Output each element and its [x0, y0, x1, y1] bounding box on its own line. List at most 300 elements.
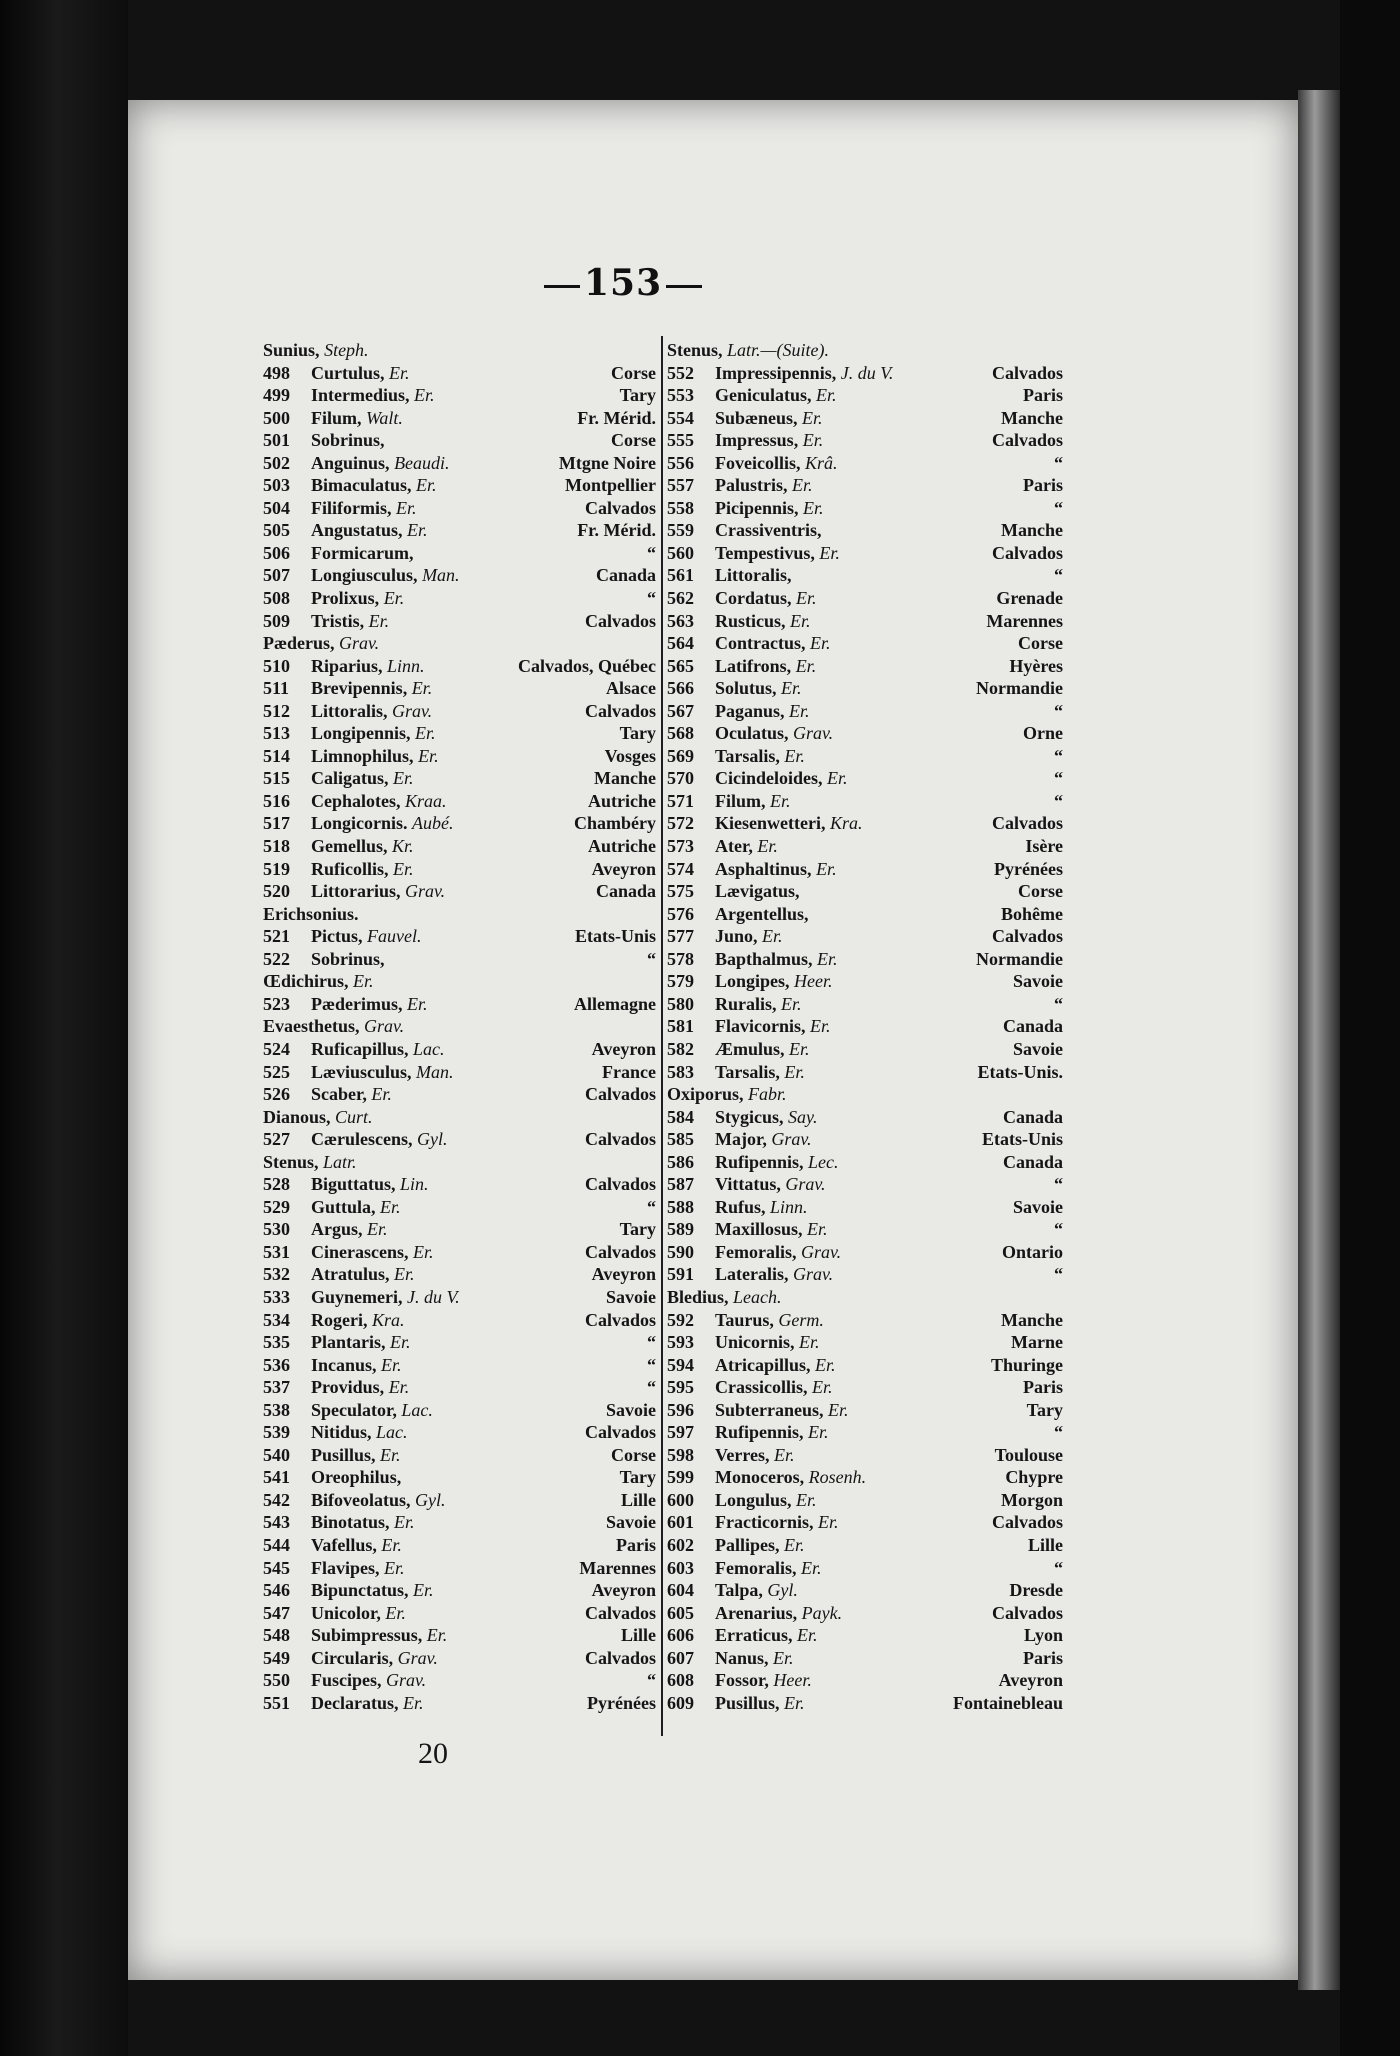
genus-name: Bledius, [667, 1286, 729, 1307]
catalog-entry-row [263, 1354, 656, 1377]
species-name: Atricapillus, [715, 1354, 811, 1375]
entry-taxon [305, 812, 568, 835]
species-author: Er. [389, 362, 410, 383]
entry-taxon [709, 564, 1048, 587]
catalog-entry-row [263, 1038, 656, 1061]
entry-number: 582 [667, 1038, 694, 1059]
entry-taxon [709, 1534, 1022, 1557]
entry-number: 562 [667, 588, 694, 609]
species-name: Stygicus, [715, 1106, 784, 1127]
entry-number: 525 [263, 1061, 290, 1082]
entry-locality: Canada [1002, 1106, 1063, 1127]
catalog-entry-row [667, 948, 1063, 971]
species-name: Tarsalis, [715, 1061, 780, 1082]
entry-taxon [305, 1376, 641, 1399]
genus-name: Sunius, [263, 340, 320, 360]
entry-number: 588 [667, 1196, 694, 1217]
entry-number: 573 [667, 836, 694, 857]
species-name: Littoralis, [311, 700, 388, 721]
catalog-entry-row [263, 587, 656, 610]
entry-number: 583 [667, 1061, 694, 1082]
species-author: Linn. [770, 1196, 808, 1217]
entry-taxon [709, 1241, 996, 1264]
catalog-entry-row [263, 722, 656, 745]
entry-locality: Aveyron [591, 1038, 656, 1059]
entry-taxon [709, 1151, 997, 1174]
entry-taxon [305, 1196, 641, 1219]
catalog-entry-row [667, 407, 1063, 430]
entry-taxon [305, 767, 588, 790]
entry-locality: Fr. Mérid. [577, 520, 656, 541]
species-name: Monoceros, [715, 1467, 805, 1488]
entry-number: 605 [667, 1602, 694, 1623]
entry-taxon [305, 790, 582, 813]
species-name: Longipennis, [311, 723, 411, 744]
catalog-entry-row [667, 1128, 1063, 1151]
species-author: Er. [380, 1444, 401, 1465]
column-divider [661, 336, 663, 1736]
entry-taxon [305, 1579, 586, 1602]
entry-taxon [709, 1579, 1003, 1602]
entry-taxon [305, 925, 569, 948]
species-author: Lin. [400, 1174, 429, 1195]
catalog-entry-row [263, 1579, 656, 1602]
species-name: Longiusculus, [311, 565, 418, 586]
catalog-entry-row [667, 767, 1063, 790]
entry-locality: “ [1054, 993, 1063, 1014]
catalog-entry-row [667, 1015, 1063, 1038]
entry-number: 547 [263, 1602, 290, 1623]
species-name: Talpa, [715, 1580, 763, 1601]
entry-taxon [305, 1218, 614, 1241]
species-name: Longipes, [715, 971, 790, 992]
species-name: Oculatus, [715, 723, 789, 744]
genus-author: Leach. [733, 1286, 782, 1307]
entry-taxon [709, 1624, 1018, 1647]
species-name: Pallipes, [715, 1534, 780, 1555]
entry-locality: “ [647, 588, 656, 609]
entry-locality: “ [1054, 565, 1063, 586]
entry-number: 513 [263, 723, 290, 744]
species-author: Er. [819, 542, 840, 563]
entry-locality: Savoie [605, 1399, 656, 1420]
species-author: Er. [802, 407, 823, 428]
entry-locality: Paris [1023, 1377, 1063, 1398]
species-name: Nitidus, [311, 1422, 372, 1443]
species-author: Er. [770, 790, 791, 811]
entry-locality: Dresde [1009, 1580, 1063, 1601]
entry-locality: Chypre [1005, 1467, 1063, 1488]
entry-taxon [305, 429, 605, 452]
entry-number: 533 [263, 1286, 290, 1307]
scan-left-margin [0, 0, 128, 2056]
entry-taxon [709, 542, 986, 565]
entry-locality: France [602, 1061, 656, 1082]
genus-heading-row [667, 339, 1063, 362]
entry-taxon [709, 993, 1048, 1016]
catalog-entry-row [667, 903, 1063, 926]
entry-number: 606 [667, 1625, 694, 1646]
entry-taxon [709, 1557, 1048, 1580]
entry-number: 603 [667, 1557, 694, 1578]
catalog-entry-row [263, 812, 656, 835]
entry-locality: Manche [1001, 407, 1063, 428]
species-name: Flavicornis, [715, 1016, 806, 1037]
catalog-entry-row [263, 1196, 656, 1219]
species-author: Er. [380, 1196, 401, 1217]
genus-author: Er. [353, 971, 374, 992]
entry-taxon [709, 384, 1017, 407]
species-author: Er. [817, 1512, 839, 1533]
species-name: Flavipes, [311, 1557, 380, 1578]
entry-taxon [709, 677, 970, 700]
entry-taxon [305, 1331, 641, 1354]
species-name: Ruralis, [715, 993, 777, 1014]
species-author: Gyl. [417, 1129, 448, 1150]
entry-taxon [305, 1286, 600, 1309]
entry-locality: Pyrénées [994, 858, 1063, 879]
entry-locality: Corse [611, 362, 656, 383]
species-name: Paganus, [715, 700, 785, 721]
species-name: Unicornis, [715, 1332, 795, 1353]
species-name: Guynemeri, [311, 1286, 403, 1307]
entry-locality: Canada [1002, 1151, 1063, 1172]
species-author: Er. [808, 1422, 829, 1443]
species-name: Fuscipes, [311, 1670, 382, 1691]
species-name: Vafellus, [311, 1534, 377, 1555]
species-author: Er. [413, 1241, 434, 1262]
genus-name: Evaesthetus, [263, 1016, 360, 1037]
entry-locality: Canada [1002, 1016, 1063, 1037]
entry-number: 587 [667, 1174, 694, 1195]
species-name: Rufipennis, [715, 1151, 804, 1172]
species-author: Er. [390, 1332, 411, 1353]
entry-taxon [709, 1263, 1048, 1286]
genus-heading-row [263, 1106, 656, 1129]
catalog-entry-row [263, 519, 656, 542]
species-author: Grav. [397, 1647, 438, 1668]
species-name: Pusillus, [715, 1692, 780, 1713]
entry-number: 586 [667, 1151, 694, 1172]
entry-number: 544 [263, 1534, 290, 1555]
species-author: Er. [803, 497, 824, 518]
entry-taxon [709, 903, 995, 926]
entry-number: 504 [263, 497, 290, 518]
entry-number: 554 [667, 407, 694, 428]
species-author: Er. [781, 678, 802, 699]
entry-taxon [305, 1511, 600, 1534]
catalog-entry-row [667, 655, 1063, 678]
catalog-entry-row [263, 1511, 656, 1534]
entry-number: 575 [667, 881, 694, 902]
entry-number: 521 [263, 926, 290, 947]
entry-taxon [305, 610, 579, 633]
entry-locality: Manche [594, 768, 656, 789]
species-author: Lac. [376, 1422, 408, 1443]
entry-number: 558 [667, 497, 694, 518]
entry-locality: “ [1054, 1219, 1063, 1240]
entry-locality: Ontario [1002, 1241, 1063, 1262]
catalog-entry-row [263, 1557, 656, 1580]
book-spine-edge [1298, 90, 1340, 1990]
entry-number: 503 [263, 475, 290, 496]
species-author: Heer. [794, 971, 833, 992]
catalog-entry-row [667, 970, 1063, 993]
entry-taxon [305, 407, 571, 430]
species-author: Er. [367, 1219, 388, 1240]
species-author: Er. [815, 1354, 836, 1375]
species-name: Rusticus, [715, 610, 786, 631]
entry-taxon [305, 1692, 581, 1715]
entry-number: 584 [667, 1106, 694, 1127]
catalog-entry-row [263, 407, 656, 430]
entry-locality: Vosges [604, 745, 656, 766]
entry-locality: “ [647, 542, 656, 563]
species-author: Er. [393, 768, 414, 789]
species-name: Plantaris, [311, 1332, 386, 1353]
entry-number: 546 [263, 1580, 290, 1601]
entry-locality: Calvados [584, 1309, 656, 1330]
species-name: Major, [715, 1129, 767, 1150]
species-name: Speculator, [311, 1399, 397, 1420]
catalog-entry-row [667, 564, 1063, 587]
species-author: Er. [812, 1377, 833, 1398]
catalog-entry-row [263, 790, 656, 813]
entry-taxon [709, 1602, 986, 1625]
species-author: Heer. [773, 1670, 812, 1691]
entry-number: 529 [263, 1196, 290, 1217]
entry-taxon [305, 564, 590, 587]
entry-taxon [709, 1173, 1048, 1196]
entry-locality: Savoie [1012, 1038, 1063, 1059]
entry-locality: Corse [1018, 881, 1063, 902]
entry-number: 535 [263, 1332, 290, 1353]
catalog-entry-row [667, 1489, 1063, 1512]
entry-number: 549 [263, 1647, 290, 1668]
species-author: Say. [788, 1106, 818, 1127]
entry-number: 580 [667, 993, 694, 1014]
entry-locality: Calvados [584, 497, 656, 518]
species-name: Filiformis, [311, 497, 392, 518]
entry-number: 505 [263, 520, 290, 541]
species-name: Ruficollis, [311, 858, 389, 879]
entry-number: 514 [263, 745, 290, 766]
catalog-entry-row [667, 1692, 1063, 1715]
species-name: Pictus, [311, 926, 363, 947]
species-name: Verres, [715, 1444, 770, 1465]
catalog-entry-row [263, 362, 656, 385]
species-name: Bipunctatus, [311, 1580, 409, 1601]
catalog-entry-row [667, 1376, 1063, 1399]
entry-taxon [305, 1669, 641, 1692]
catalog-entry-row [263, 497, 656, 520]
species-name: Longicornis. [311, 813, 408, 834]
species-name: Bifoveolatus, [311, 1489, 411, 1510]
entry-number: 592 [667, 1309, 694, 1330]
catalog-entry-row [263, 1399, 656, 1422]
entry-number: 570 [667, 768, 694, 789]
catalog-entry-row [667, 1669, 1063, 1692]
catalog-entry-row [263, 1376, 656, 1399]
entry-taxon [305, 948, 641, 971]
entry-taxon [305, 835, 582, 858]
entry-locality: “ [1054, 700, 1063, 721]
species-name: Oreophilus, [311, 1467, 402, 1488]
genus-name: Stenus, [667, 340, 723, 360]
species-author: Er. [402, 1692, 424, 1713]
entry-locality: Paris [1023, 475, 1063, 496]
catalog-entry-row [263, 993, 656, 1016]
genus-author: Latr.—(Suite). [727, 340, 830, 360]
species-author: Grav. [405, 881, 446, 902]
entry-number: 520 [263, 881, 290, 902]
entry-taxon [305, 542, 641, 565]
species-author: Er. [795, 655, 817, 676]
catalog-entry-row [667, 1263, 1063, 1286]
entry-number: 600 [667, 1489, 694, 1510]
species-author: Er. [784, 1061, 805, 1082]
genus-name: Dianous, [263, 1106, 331, 1127]
entry-taxon [709, 700, 1048, 723]
entry-number: 548 [263, 1625, 290, 1646]
species-author: Kr. [392, 836, 414, 857]
entry-locality: Aveyron [591, 1264, 656, 1285]
catalog-entry-row [263, 925, 656, 948]
species-author: Lac. [413, 1038, 445, 1059]
entry-locality: Tary [619, 723, 656, 744]
entry-number: 531 [263, 1241, 290, 1262]
species-name: Æmulus, [715, 1038, 785, 1059]
entry-locality: “ [1054, 497, 1063, 518]
entry-locality: Calvados [584, 1241, 656, 1262]
species-name: Anguinus, [311, 452, 390, 473]
entry-taxon [709, 429, 986, 452]
entry-number: 591 [667, 1264, 694, 1285]
entry-locality: Tary [619, 1219, 656, 1240]
species-author: Gyl. [415, 1489, 446, 1510]
entry-taxon [709, 1038, 1007, 1061]
entry-taxon [709, 587, 990, 610]
entry-number: 555 [667, 430, 694, 451]
species-name: Littoralis, [715, 565, 792, 586]
entry-number: 594 [667, 1354, 694, 1375]
right-column [667, 339, 1063, 1714]
catalog-entry-row [263, 700, 656, 723]
entry-locality: Morgon [1001, 1489, 1063, 1510]
entry-locality: Calvados [584, 1129, 656, 1150]
catalog-entry-row [263, 858, 656, 881]
entry-number: 564 [667, 633, 694, 654]
entry-number: 560 [667, 542, 694, 563]
catalog-entry-row [263, 1309, 656, 1332]
catalog-entry-row [263, 1669, 656, 1692]
entry-taxon [305, 519, 571, 542]
catalog-entry-row [263, 1083, 656, 1106]
catalog-entry-row [667, 1354, 1063, 1377]
entry-locality: Chambéry [574, 813, 656, 834]
genus-author: Steph. [324, 340, 369, 360]
catalog-entry-row [667, 993, 1063, 1016]
species-author: Er. [411, 678, 433, 699]
genus-heading-row [667, 1083, 1063, 1106]
entry-taxon [709, 767, 1048, 790]
species-name: Solutus, [715, 678, 777, 699]
entry-locality: Bohême [1001, 903, 1063, 924]
species-name: Intermedius, [311, 385, 410, 406]
entry-locality: Lyon [1023, 1625, 1063, 1646]
species-author: Kraa. [405, 790, 447, 811]
entry-locality: Tary [619, 385, 656, 406]
species-author: Er. [789, 1038, 810, 1059]
entry-number: 510 [263, 655, 290, 676]
catalog-entry-row [263, 767, 656, 790]
entry-number: 602 [667, 1534, 694, 1555]
entry-taxon [709, 1489, 995, 1512]
entry-number: 552 [667, 362, 694, 383]
entry-locality: Savoie [1012, 1196, 1063, 1217]
entry-taxon [305, 1173, 579, 1196]
species-author: Er. [789, 700, 810, 721]
catalog-entry-row [263, 1624, 656, 1647]
signature-mark: 20 [418, 1737, 448, 1770]
entry-taxon [305, 880, 590, 903]
species-name: Biguttatus, [311, 1174, 396, 1195]
species-name: Unicolor, [311, 1602, 381, 1623]
entry-taxon [305, 1602, 579, 1625]
entry-locality: Savoie [605, 1512, 656, 1533]
entry-taxon [709, 1692, 947, 1715]
catalog-entry-row [263, 1173, 656, 1196]
catalog-entry-row [667, 429, 1063, 452]
species-name: Tempestivus, [715, 542, 815, 563]
entry-locality: Thuringe [990, 1354, 1063, 1375]
entry-taxon [709, 1106, 997, 1129]
entry-taxon [709, 925, 986, 948]
entry-locality: Aveyron [998, 1670, 1063, 1691]
entry-taxon [305, 1534, 610, 1557]
species-author: Man. [416, 1061, 454, 1082]
catalog-entry-row [667, 474, 1063, 497]
catalog-entry-row [667, 858, 1063, 881]
genus-author: Latr. [323, 1151, 357, 1172]
entry-locality: Tary [1026, 1399, 1063, 1420]
entry-taxon [305, 1241, 579, 1264]
species-author: Aubé. [412, 813, 454, 834]
entry-number: 598 [667, 1444, 694, 1465]
entry-taxon [709, 452, 1048, 475]
species-author: Er. [817, 948, 838, 969]
entry-locality: Autriche [588, 790, 656, 811]
entry-number: 577 [667, 926, 694, 947]
entry-locality: Corse [611, 1444, 656, 1465]
species-name: Arenarius, [715, 1602, 798, 1623]
entry-locality: Lille [621, 1625, 656, 1646]
species-author: Er. [773, 1444, 795, 1465]
entry-number: 601 [667, 1512, 694, 1533]
species-name: Asphaltinus, [715, 858, 812, 879]
entry-number: 515 [263, 768, 290, 789]
species-author: Lac. [401, 1399, 433, 1420]
catalog-entry-row [667, 1647, 1063, 1670]
entry-locality: Manche [1001, 1309, 1063, 1330]
entry-number: 542 [263, 1489, 290, 1510]
species-author: Grav. [386, 1670, 427, 1691]
species-author: Er. [416, 475, 437, 496]
entry-taxon [709, 497, 1048, 520]
species-author: Er. [384, 1557, 405, 1578]
species-author: Er. [395, 497, 417, 518]
entry-number: 540 [263, 1444, 290, 1465]
